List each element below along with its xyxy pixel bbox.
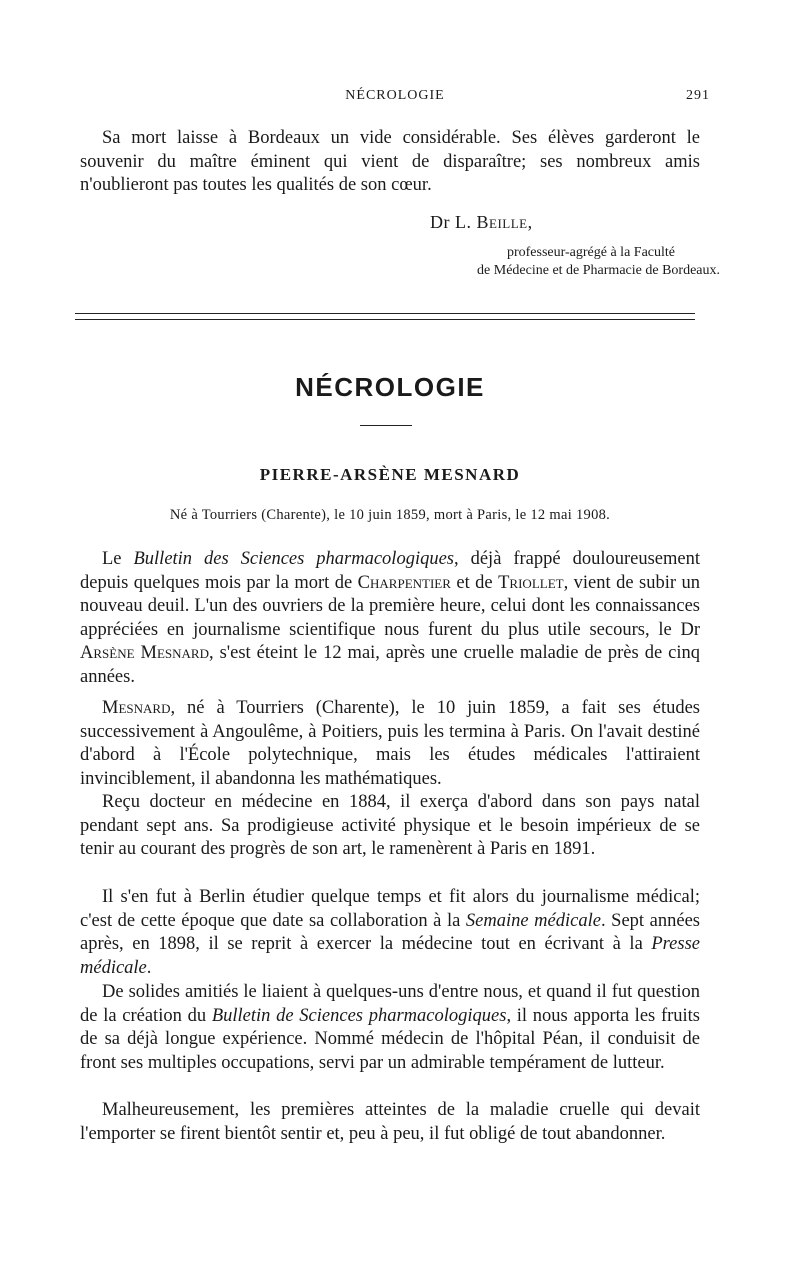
paragraph-5: De solides amitiés le liaient à quelques-uns d'entre nous, et quand il fut question de la création du Bulletin de Sciences pharmacologiques, il nous apporta les fruits de sa déjà longue expérience. Nommé médecin de l'hôpital Péan, il conduisit de front ses multiples occupations, servi par un admirable tempérament de lutteur. xyxy=(80,982,701,1073)
section-title: NÉCROLOGIE xyxy=(295,372,485,402)
paragraph-6: Malheureusement, les premières atteintes de la maladie cruelle qui devait l'emporter se firent bientôt sentir et, peu à peu, il fut obligé de tout abandonner. xyxy=(80,1100,700,1144)
paragraph-3: Reçu docteur en médecine en 1884, il exerça d'abord dans son pays natal pendant sept ans. Sa prodigieuse activité physique et le besoin impérieux de se tenir au courant des progrès de son art, le ramenèrent à Paris en 1891. xyxy=(80,792,700,860)
person-charpentier: Charpentier xyxy=(357,572,451,593)
person-triollet: Triollet xyxy=(498,572,564,593)
journal-presse: Presse médicale xyxy=(80,934,700,978)
title-underline xyxy=(360,425,412,426)
person-mesnard-2: Mesnard xyxy=(102,698,171,718)
signature-name xyxy=(430,212,720,233)
person-mesnard: Arsène Mesnard xyxy=(80,643,209,664)
signature-surname: Beille, xyxy=(476,212,533,232)
paragraph-2: Mesnard, né à Tourriers (Charente), le 10 juin 1859, a fait ses études successivement à Angoulême, à Poitiers, puis les termina à Paris. On l'avait destiné d'abord à l'École polytechnique, mais les études médicales l'attiraient invinciblement, il abandonna les mathématiques. xyxy=(80,698,700,789)
running-head xyxy=(80,88,710,112)
journal-semaine: Semaine médicale xyxy=(465,910,601,931)
obituary-name: PIERRE-ARSÈNE MESNARD xyxy=(259,465,521,484)
signature-initial: L. xyxy=(455,212,472,232)
section-divider xyxy=(75,313,695,320)
intro-paragraph: Sa mort laisse à Bordeaux un vide considérable. Ses élèves garderont le souvenir du maître éminent qui vient de disparaître; ses nombreux amis n'oublieront pas toutes les qualités de son cœur. xyxy=(80,128,700,196)
affiliation-line-2: de Médecine et de Pharmacie de Bordeaux. xyxy=(477,263,720,278)
affiliation-line-1: professeur-agrégé à la Faculté xyxy=(506,245,675,260)
obituary-dates: Né à Tourriers (Charente), le 10 juin 1859, mort à Paris, le 12 mai 1908. xyxy=(169,507,611,523)
signature-title: Dr xyxy=(430,212,450,232)
paragraph-4: Il s'en fut à Berlin étudier quelque temps et fit alors du journalisme médical; c'est de cette époque que date sa collaboration à la Semaine médicale. Sept années après, en 1898, il se reprit à exercer la médecine tout en écrivant à la Presse médicale. xyxy=(80,887,700,978)
signature-affiliation xyxy=(340,244,720,280)
journal-title: Bulletin des Sciences pharmacologiques xyxy=(133,549,454,569)
page-number: 291 xyxy=(686,88,710,103)
running-title: NÉCROLOGIE xyxy=(345,88,445,103)
paragraph-1: Le Bulletin des Sciences pharmacologiques, déjà frappé douloureusement depuis quelques mois par la mort de Charpentier et de Triollet, vient de subir un nouveau deuil. L'un des ouvriers de la première heure, celui dont les connaissances appréciées en journalisme scientifique nous furent du plus utile secours, le Dr Arsène Mesnard, s'est éteint le 12 mai, après une cruelle maladie de près de cinq années. xyxy=(80,549,701,687)
journal-bulletin: Bulletin de Sciences pharmacologiques xyxy=(211,1005,507,1026)
